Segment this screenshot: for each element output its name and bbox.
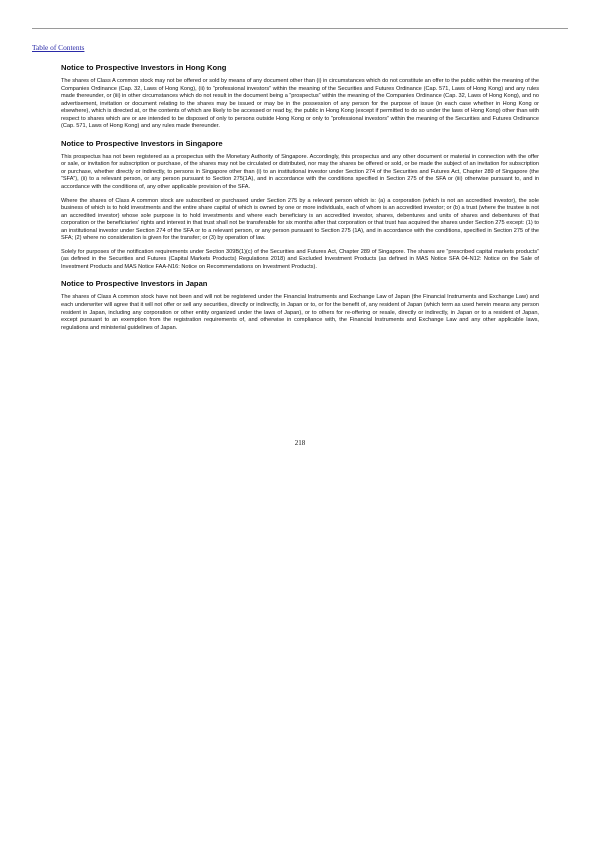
- section-hong-kong: [61, 63, 539, 131]
- section-heading: Notice to Prospective Investors in Japan: [61, 279, 208, 289]
- section-heading: Notice to Prospective Investors in Singapore: [61, 138, 223, 148]
- paragraph: Where the shares of Class A common stock are subscribed or purchased under Section 275 by a relevant person which is: (a) a corporation (which is not an accredited investor), the sole business of which is to hold investments and the entire share capital of which is owned by one or more individuals, each of whom is an accredited investor; or (b) a trust (where the trustee is not an accredited investor) whose sole purpose is to hold investments and where each beneficiary is an accredited investor, shares, debentures and units of shares and debentures of that corporation or the beneficiaries’ rights and interest in that trust shall not be transferable for six months after that corporation or that trust has acquired the shares under Section 275 except: (1) to an institutional investor under Section 274 of the SFA or to a relevant person, or any person pursuant to Section 275 (1A), and in accordance with the conditions, specified in Section 275 of the SFA; (2) where no consideration is given for the transfer; or (3) by operation of law.: [61, 197, 539, 242]
- paragraph: The shares of Class A common stock have not been and will not be registered under the Financial Instruments and Exchange Law of Japan (the Financial Instruments and Exchange Law) and each underwriter will agree that it will not offer or sell any securities, directly or indirectly, in Japan or to, or for the benefit of, any resident of Japan (which term as used herein means any person resident in Japan, including any corporation or other entity organized under the laws of Japan), or to others for re-offering or resale, directly or indirectly, in Japan or to a resident of Japan, except pursuant to an exemption from the registration requirements of, and otherwise in compliance with, the Financial Instruments and Exchange Law and any other applicable laws, regulations and ministerial guidelines of Japan.: [61, 294, 539, 331]
- document-body: [61, 63, 539, 338]
- paragraph: The shares of Class A common stock may not be offered or sold by means of any document other than (i) in circumstances which do not constitute an offer to the public within the meaning of the Companies Ordinance (Cap. 32, Laws of Hong Kong), (ii) to “professional investors” within the meaning of the Securities and Futures Ordinance (Cap. 571, Laws of Hong Kong) and any rules made thereunder, or (iii) in other circumstances which do not result in the document being a “prospectus” within the meaning of the Companies Ordinance (Cap. 32, Laws of Hong Kong), and no advertisement, invitation or document relating to the shares may be issued or may be in the possession of any person for the purpose of issue (in each case whether in Hong Kong or elsewhere), which is directed at, or the contents of which are likely to be accessed or read by, the public in Hong Kong (except if permitted to do so under the laws of Hong Kong) other than with respect to shares which are or are intended to be disposed of only to persons outside Hong Kong or only to “professional investors” within the meaning of the Securities and Futures Ordinance (Cap. 571, Laws of Hong Kong) and any rules made thereunder.: [61, 78, 540, 130]
- section-japan: [61, 279, 539, 332]
- page-number: 218: [294, 439, 306, 447]
- paragraph: Solely for purposes of the notification requirements under Section 309B(1)(c) of the Securities and Futures Act, Chapter 289 of Singapore. The shares are “prescribed capital markets products” (as defined in the Securities and Futures (Capital Markets Products) Regulations 2018) and Excluded Investment Products (as defined in MAS Notice SFA 04-N12: Notice on the Sale of Investment Products and MAS Notice FAA-N16: Notice on Recommendations on Investment Products).: [61, 248, 539, 270]
- table-of-contents-link[interactable]: Table of Contents: [32, 43, 85, 52]
- header-divider: [32, 28, 568, 29]
- section-heading: Notice to Prospective Investors in Hong Kong: [61, 63, 227, 72]
- section-singapore: [61, 139, 539, 272]
- paragraph: This prospectus has not been registered as a prospectus with the Monetary Authority of Singapore. Accordingly, this prospectus and any other document or material in connection with the offer or sale, or invitation for subscription or purchase, of the shares may not be circulated or distributed, nor may the shares be offered or sold, or be made the subject of an invitation for subscription or purchase, whether directly or indirectly, to persons in Singapore other than (i) to an institutional investor under Section 274 of the Securities and Futures Act, Chapter 289 of Singapore (the “SFA”), (ii) to a relevant person, or any person pursuant to Section 275(1A), and in accordance with the conditions specified in Section 275 of the SFA or (iii) otherwise pursuant to, and in accordance with the conditions of, any other applicable provision of the SFA.: [61, 153, 539, 191]
